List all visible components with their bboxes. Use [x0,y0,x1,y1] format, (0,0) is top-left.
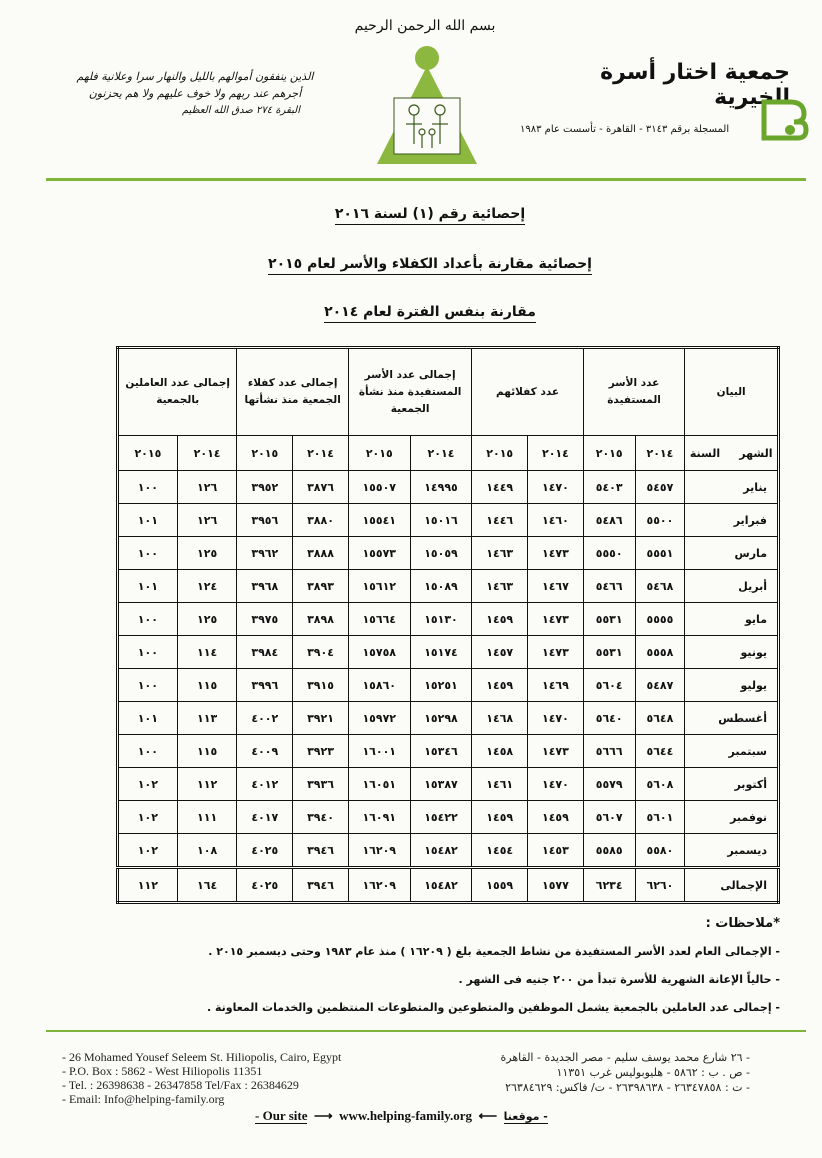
table-row [118,603,779,636]
value-cell: ١٤٤٦ [472,504,528,537]
value-cell: ٣٩٦٢ [237,537,293,570]
group-header-staff: إجمالى عدد العاملين بالجمعية [118,348,237,436]
value-cell: ١٤٩٩٥ [410,471,472,504]
table-row [118,834,779,868]
value-cell: ١٦٠٩١ [348,801,410,834]
footer-address-ar: - ٢٦ شارع محمد يوسف سليم - مصر الجديدة - القاهرة [500,1051,750,1064]
month-cell: أبريل [685,570,779,603]
organization-logo [372,36,482,166]
value-cell: ٥٤٨٧ [635,669,685,702]
value-cell: ١٤٧٣ [528,636,584,669]
value-cell: ٥٥٥٠ [583,537,635,570]
value-cell: ١٥٥٠٧ [348,471,410,504]
value-cell: ٥٦٤٠ [583,702,635,735]
table-row [118,537,779,570]
column-label-header: البيان [685,348,779,436]
value-cell: ١٥٨٦٠ [348,669,410,702]
total-value-cell: ٦٢٣٤ [583,868,635,903]
value-cell: ١٦٠٥١ [348,768,410,801]
value-cell: ٥٤٥٧ [635,471,685,504]
group-header-total-families: إجمالى عدد الأسر المستفيدة منذ نشأة الجمعية [348,348,471,436]
value-cell: ٥٥٣١ [583,603,635,636]
value-cell: ٥٥٠٠ [635,504,685,537]
value-cell: ١٥٢٩٨ [410,702,472,735]
value-cell: ٤٠٠٩ [237,735,293,768]
value-cell: ٣٩١٥ [293,669,349,702]
month-cell: أغسطس [685,702,779,735]
total-value-cell: ١٦٢٠٩ [348,868,410,903]
value-cell: ١٥٠٨٩ [410,570,472,603]
footer-email[interactable]: - Email: Info@helping-family.org [62,1092,225,1106]
arrow-left-icon: ⟵ [475,1108,501,1123]
site-label-arabic: موقعنا - [503,1110,548,1123]
year-header: ٢٠١٥ [472,436,528,471]
value-cell: ١٠٢ [118,834,178,868]
value-cell: ١٤٧٣ [528,603,584,636]
table-row [118,669,779,702]
value-cell: ٣٨٩٣ [293,570,349,603]
value-cell: ١٠٠ [118,603,178,636]
value-cell: ٥٦٠١ [635,801,685,834]
value-cell: ١٤٤٩ [472,471,528,504]
value-cell: ١٤٥٤ [472,834,528,868]
value-cell: ٥٥٧٩ [583,768,635,801]
value-cell: ١٤٦٣ [472,570,528,603]
value-cell: ٣٩٨٤ [237,636,293,669]
value-cell: ١٥١٣٠ [410,603,472,636]
total-value-cell: ١١٢ [118,868,178,903]
value-cell: ١٥٩٧٢ [348,702,410,735]
value-cell: ١٠٢ [118,768,178,801]
value-cell: ١٤٦٠ [528,504,584,537]
year-header: ٢٠١٥ [583,436,635,471]
value-cell: ٣٩٧٥ [237,603,293,636]
value-cell: ١١٥ [177,669,237,702]
value-cell: ١٠١ [118,504,178,537]
value-cell: ١٦٢٠٩ [348,834,410,868]
value-cell: ١٤٦٧ [528,570,584,603]
note-1: - الإجمالى العام لعدد الأسر المستفيدة من نشاط الجمعية بلغ ( ١٦٢٠٩ ) منذ عام ١٩٨٣ وحتى ديسمبر ٢٠١٥ . [208,945,780,958]
value-cell: ٣٩٩٦ [237,669,293,702]
year-header: ٢٠١٤ [293,436,349,471]
value-cell: ١٢٤ [177,570,237,603]
value-cell: ١١٤ [177,636,237,669]
value-cell: ١٥٠١٦ [410,504,472,537]
value-cell: ٥٥٥٥ [635,603,685,636]
value-cell: ٥٥٨٥ [583,834,635,868]
total-value-cell: ٦٢٦٠ [635,868,685,903]
header-divider [46,178,806,181]
value-cell: ١٤٥٣ [528,834,584,868]
value-cell: ١٤٥٩ [472,603,528,636]
value-cell: ١٤٧٣ [528,735,584,768]
year-header: ٢٠١٥ [348,436,410,471]
value-cell: ١٢٥ [177,537,237,570]
total-value-cell: ١٥٧٧ [528,868,584,903]
value-cell: ٥٦٠٨ [635,768,685,801]
value-cell: ٣٩٢٣ [293,735,349,768]
group-header-families: عدد الأسر المستفيدة [583,348,685,436]
value-cell: ٥٥٣١ [583,636,635,669]
value-cell: ٥٦٤٤ [635,735,685,768]
notes-heading: *ملاحظات : [705,916,780,931]
month-cell: سبتمبر [685,735,779,768]
value-cell: ١٠٠ [118,669,178,702]
value-cell: ٥٤٠٣ [583,471,635,504]
value-cell: ١٤٧٣ [528,537,584,570]
value-cell: ٣٩٦٨ [237,570,293,603]
site-label: - Our site [255,1108,308,1123]
value-cell: ١١٥ [177,735,237,768]
footer-address: - 26 Mohamed Yousef Seleem St. Hiliopolis, Cairo, Egypt [62,1050,342,1064]
value-cell: ١٤٦٩ [528,669,584,702]
year-label: السنة [689,446,721,460]
month-cell: يونيو [685,636,779,669]
table-row [118,702,779,735]
pointing-hand-icon [760,92,810,152]
value-cell: ١٢٦ [177,504,237,537]
value-cell: ١١١ [177,801,237,834]
footer-phone: - Tel. : 26398638 - 26347858 Tel/Fax : 26384629 [62,1078,299,1092]
value-cell: ١٤٦٣ [472,537,528,570]
year-header: ٢٠١٤ [410,436,472,471]
basmala: بسم الله الرحمن الرحيم [354,18,496,34]
month-cell: يوليو [685,669,779,702]
table-row [118,504,779,537]
value-cell: ١٤٥٩ [528,801,584,834]
note-3: - إجمالى عدد العاملين بالجمعية يشمل الموظفين والمتطوعين والمتطوعات المنتظمين والخدمات المعاونة . [206,1001,780,1014]
value-cell: ١٤٧٠ [528,471,584,504]
value-cell: ٥٦٠٤ [583,669,635,702]
month-cell: أكتوبر [685,768,779,801]
value-cell: ٤٠٠٢ [237,702,293,735]
month-cell: مايو [685,603,779,636]
value-cell: ٥٥٥٨ [635,636,685,669]
table-row [118,471,779,504]
value-cell: ١٥٦٦٤ [348,603,410,636]
value-cell: ١٥٧٥٨ [348,636,410,669]
table-row [118,735,779,768]
total-value-cell: ٣٩٤٦ [293,868,349,903]
year-header: ٢٠١٤ [635,436,685,471]
value-cell: ١٤٥٩ [472,801,528,834]
value-cell: ١٤٦١ [472,768,528,801]
value-cell: ٣٨٨٠ [293,504,349,537]
value-cell: ١٥٦١٢ [348,570,410,603]
month-cell: ديسمبر [685,834,779,868]
notes-section [120,910,780,1022]
value-cell: ١٥٥٧٣ [348,537,410,570]
month-year-header [685,436,779,471]
value-cell: ٤٠١٢ [237,768,293,801]
period-title: مقارنة بنفس الفترة لعام ٢٠١٤ [200,304,660,320]
month-cell: نوفمبر [685,801,779,834]
footer-po-box: - P.O. Box : 5862 - West Hiliopolis 11351 [62,1064,263,1078]
quote-line-2: أجرهم عند ربهم ولا خوف عليهم ولا هم يحزنون [88,87,302,100]
value-cell: ١٦٠٠١ [348,735,410,768]
table-row [118,570,779,603]
website-line [255,1108,675,1124]
value-cell: ٤٠١٧ [237,801,293,834]
value-cell: ٣٩٥٦ [237,504,293,537]
value-cell: ١١٢ [177,768,237,801]
value-cell: ١٥٤٢٢ [410,801,472,834]
value-cell: ١٥١٧٤ [410,636,472,669]
value-cell: ١١٣ [177,702,237,735]
value-cell: ١٠٠ [118,636,178,669]
value-cell: ١٠٠ [118,537,178,570]
value-cell: ٥٥٨٠ [635,834,685,868]
year-header: ٢٠١٥ [118,436,178,471]
quran-quote [70,68,320,119]
footer-phone-ar: - ت : ٢٦٣٤٧٨٥٨ - ٢٦٣٩٨٦٣٨ - ت/ فاكس: ٢٦٣٨٤٦٢٩ [505,1081,750,1094]
month-cell: يناير [685,471,779,504]
organization-name: جمعية اختار أسرة الخيرية [600,60,790,110]
value-cell: ٥٥٥١ [635,537,685,570]
value-cell: ٣٩٣٦ [293,768,349,801]
statistics-table [116,346,780,904]
value-cell: ٣٨٩٨ [293,603,349,636]
value-cell: ٣٩٤٦ [293,834,349,868]
total-row [118,868,779,903]
value-cell: ٥٤٨٦ [583,504,635,537]
value-cell: ١٥٥٤١ [348,504,410,537]
quote-line-1: الذين ينفقون أموالهم بالليل والنهار سرا وعلانية فلهم [76,70,314,83]
website-link[interactable]: www.helping-family.org [339,1108,473,1123]
total-value-cell: ٤٠٢٥ [237,868,293,903]
comparison-title: إحصائية مقارنة بأعداد الكفلاء والأسر لعام ٢٠١٥ [200,256,660,272]
footer-contact-arabic [440,1050,750,1095]
value-cell: ١٤٧٠ [528,702,584,735]
value-cell: ٣٩٢١ [293,702,349,735]
value-cell: ١٢٦ [177,471,237,504]
value-cell: ١٥٣٤٦ [410,735,472,768]
value-cell: ١٤٧٠ [528,768,584,801]
value-cell: ١٠٠ [118,735,178,768]
value-cell: ٣٩٠٤ [293,636,349,669]
total-label: الإجمالى [685,868,779,903]
value-cell: ٥٦٦٦ [583,735,635,768]
month-cell: مارس [685,537,779,570]
value-cell: ١٠٨ [177,834,237,868]
year-header: ٢٠١٤ [177,436,237,471]
table-row [118,801,779,834]
arrow-right-icon: ⟶ [310,1108,336,1123]
statistic-number-title: إحصائية رقم (١) لسنة ٢٠١٦ [200,206,660,222]
quote-reference: البقرة ٢٧٤ صدق الله العظيم [181,105,300,116]
value-cell: ١٤٦٨ [472,702,528,735]
value-cell: ١٤٥٩ [472,669,528,702]
total-value-cell: ١٦٤ [177,868,237,903]
value-cell: ١٢٥ [177,603,237,636]
value-cell: ١٥٣٨٧ [410,768,472,801]
month-cell: فبراير [685,504,779,537]
value-cell: ١٥٢٥١ [410,669,472,702]
note-2: - حالياً الإعانة الشهرية للأسرة تبدأ من ٢٠٠ جنيه فى الشهر . [458,973,780,986]
table-row [118,768,779,801]
value-cell: ١٤٥٨ [472,735,528,768]
footer-contact-english [62,1050,422,1106]
value-cell: ٣٩٤٠ [293,801,349,834]
month-label: الشهر [739,446,773,460]
value-cell: ٥٦٠٧ [583,801,635,834]
footer-divider [46,1030,806,1032]
year-header: ٢٠١٥ [237,436,293,471]
value-cell: ١٠١ [118,570,178,603]
value-cell: ١٥٤٨٢ [410,834,472,868]
total-value-cell: ١٥٥٩ [472,868,528,903]
value-cell: ١٠١ [118,702,178,735]
total-value-cell: ١٥٤٨٢ [410,868,472,903]
value-cell: ٤٠٢٥ [237,834,293,868]
value-cell: ١٥٠٥٩ [410,537,472,570]
value-cell: ٣٨٧٦ [293,471,349,504]
value-cell: ٥٤٦٦ [583,570,635,603]
value-cell: ٣٨٨٨ [293,537,349,570]
value-cell: ٥٦٤٨ [635,702,685,735]
value-cell: ١٠٠ [118,471,178,504]
group-header-sponsors: عدد كفلائهم [472,348,583,436]
group-header-total-sponsors: إجمالى عدد كفلاء الجمعية منذ نشأتها [237,348,348,436]
value-cell: ١٠٢ [118,801,178,834]
footer-po-box-ar: - ص . ب : ٥٨٦٢ - هليوبوليس غرب ١١٣٥١ [556,1066,750,1079]
value-cell: ١٤٥٧ [472,636,528,669]
registration-info: المسجلة برقم ٣١٤٣ - القاهرة - تأسست عام ١٩٨٣ [520,124,730,135]
table-row [118,636,779,669]
value-cell: ٣٩٥٢ [237,471,293,504]
year-header: ٢٠١٤ [528,436,584,471]
value-cell: ٥٤٦٨ [635,570,685,603]
